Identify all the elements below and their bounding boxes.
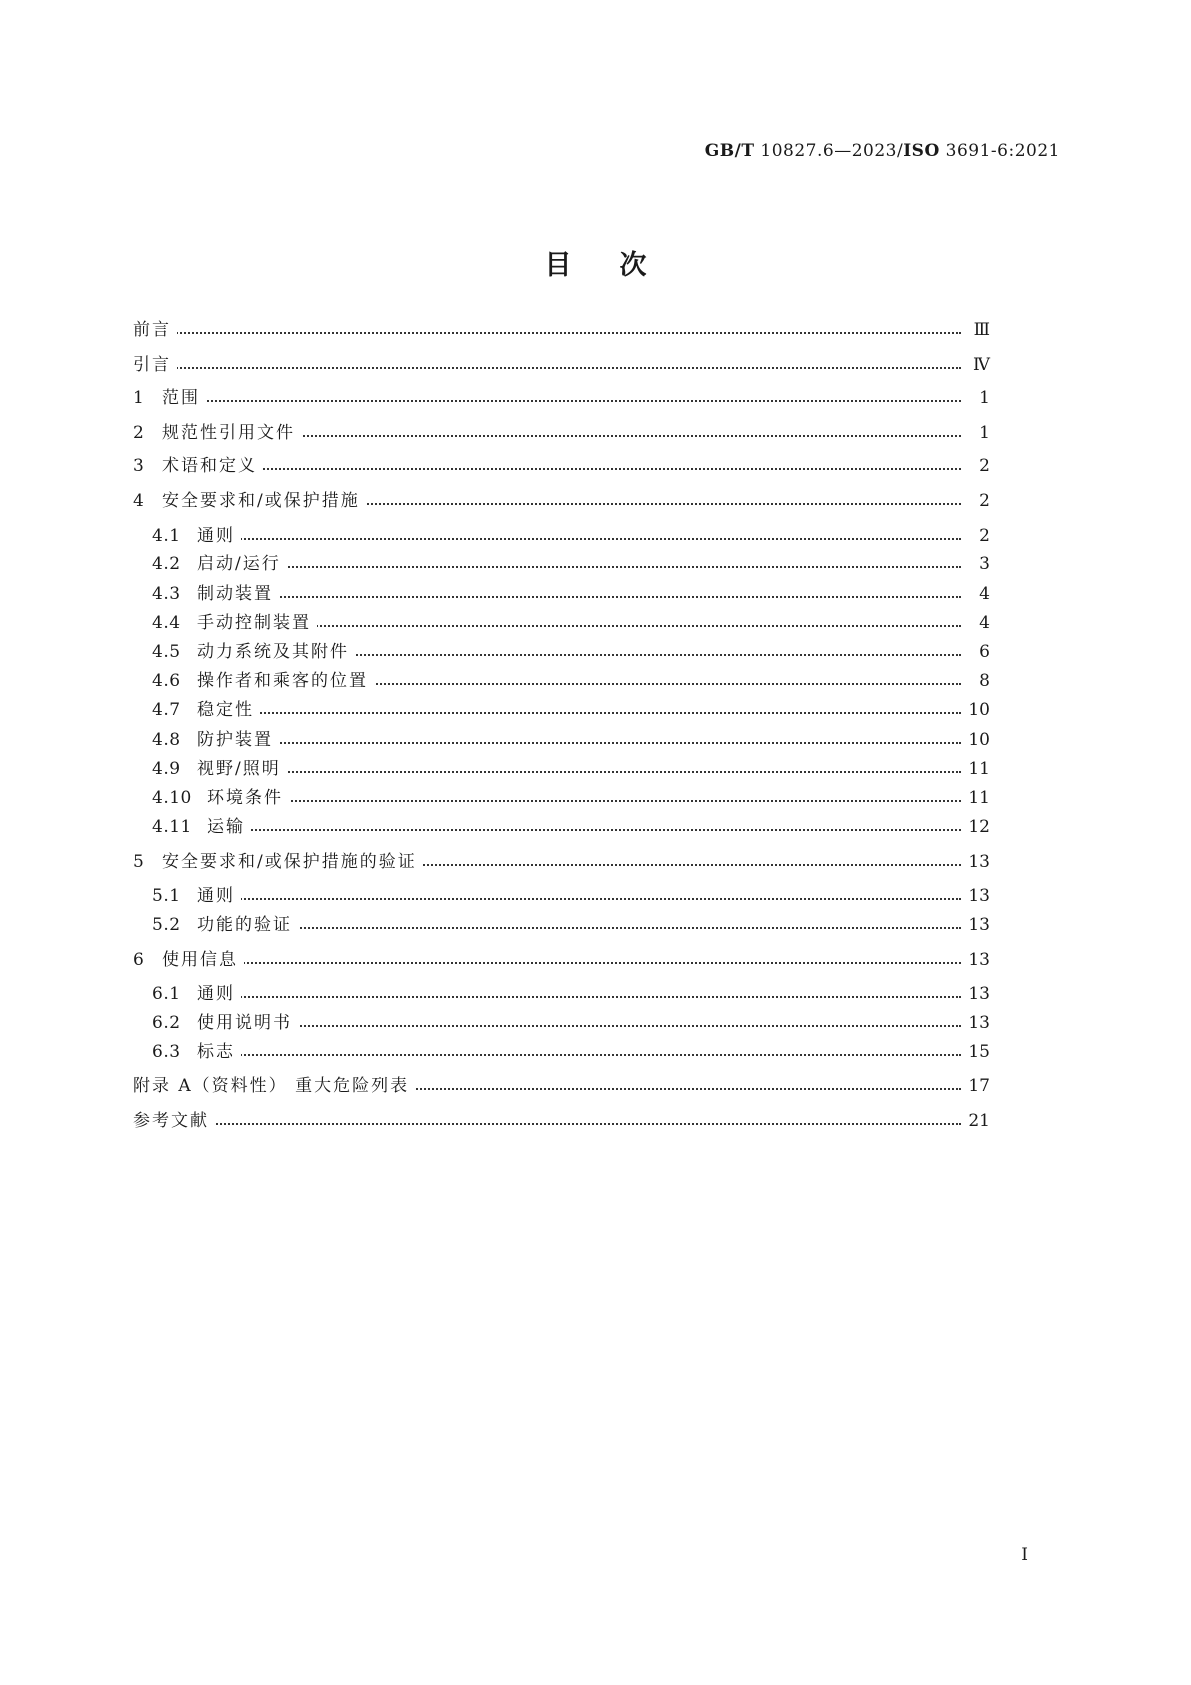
toc-entry[interactable] — [0, 850, 1191, 874]
toc-entry-page: 13 — [962, 913, 990, 937]
toc-entry-page: 11 — [962, 757, 990, 781]
toc-entry[interactable] — [0, 1011, 1191, 1035]
toc-entry-page: 17 — [962, 1074, 990, 1098]
toc-dot-leader — [153, 353, 961, 377]
toc-entry-page: 10 — [962, 698, 990, 722]
toc-dot-leader — [217, 728, 961, 752]
toc-entry[interactable] — [0, 524, 1191, 548]
toc-entry-page: 4 — [973, 611, 990, 635]
toc-entry-page: 8 — [973, 669, 990, 693]
toc-dot-leader — [182, 386, 961, 410]
toc-entry-page: 4 — [973, 582, 990, 606]
toc-entry-number: 4.11 — [152, 817, 192, 837]
toc-entry-number: 6 — [133, 950, 145, 970]
toc-entry-number: 5.1 — [152, 886, 181, 906]
toc-dot-leader — [217, 884, 961, 908]
toc-entry-number: 4.9 — [152, 759, 181, 779]
toc-entry-label: 参考文献 — [133, 1109, 215, 1133]
toc-dot-leader — [182, 948, 961, 972]
toc-entry[interactable] — [0, 1109, 1191, 1133]
toc-entry-number: 4.8 — [152, 730, 181, 750]
page-title: 目次 — [544, 250, 695, 281]
toc-dot-leader — [217, 552, 961, 576]
toc-dot-leader — [217, 611, 961, 635]
toc-entry-number: 4.10 — [152, 788, 192, 808]
toc-entry-label: 通则 — [197, 884, 241, 908]
toc-dot-leader — [217, 1011, 961, 1035]
toc-entry-page: 13 — [962, 1011, 990, 1035]
toc-entry-label: 规范性引用文件 — [162, 421, 301, 445]
toc-entry[interactable] — [0, 728, 1191, 752]
toc-entry-label: 手动控制装置 — [197, 611, 317, 635]
toc-entry-label: 稳定性 — [197, 698, 260, 722]
toc-entry-number: 2 — [133, 423, 145, 443]
toc-entry-number: 5.2 — [152, 915, 181, 935]
toc-entry-label: 启动/运行 — [197, 552, 287, 576]
toc-entry-number: 4.5 — [152, 642, 181, 662]
code-prefix: GB/T — [704, 141, 755, 161]
toc-entry-page: 13 — [962, 850, 990, 874]
toc-entry-number: 5 — [133, 852, 145, 872]
toc-entry[interactable] — [0, 884, 1191, 908]
toc-entry[interactable] — [0, 582, 1191, 606]
toc-entry-page: 13 — [962, 982, 990, 1006]
toc-entry-label: 视野/照明 — [197, 757, 287, 781]
toc-entry-label: 防护装置 — [197, 728, 279, 752]
toc-entry[interactable] — [0, 489, 1191, 513]
toc-entry[interactable] — [0, 757, 1191, 781]
toc-dot-leader — [217, 757, 961, 781]
toc-entry-page: 2 — [973, 524, 990, 548]
toc-entry-page: 1 — [973, 386, 990, 410]
toc-dot-leader — [153, 318, 961, 342]
toc-dot-leader — [217, 982, 961, 1006]
toc-entry[interactable] — [0, 318, 1191, 342]
toc-entry-number: 6.3 — [152, 1042, 181, 1062]
toc-entry[interactable] — [0, 815, 1191, 839]
toc-entry[interactable] — [0, 454, 1191, 478]
toc-entry-label: 安全要求和/或保护措施的验证 — [162, 850, 423, 874]
toc-entry-label: 范围 — [162, 386, 206, 410]
toc-entry-label: 使用说明书 — [197, 1011, 298, 1035]
toc-entry-label: 引言 — [133, 353, 177, 377]
toc-entry-number: 3 — [133, 456, 145, 476]
toc-entry[interactable] — [0, 552, 1191, 576]
toc-entry-label: 通则 — [197, 982, 241, 1006]
toc-entry[interactable] — [0, 913, 1191, 937]
toc-entry-page: 21 — [962, 1109, 990, 1133]
toc-entry-page: 15 — [962, 1040, 990, 1064]
toc-entry-label: 通则 — [197, 524, 241, 548]
toc-entry-label: 标志 — [197, 1040, 241, 1064]
toc-dot-leader — [217, 698, 961, 722]
toc-dot-leader — [217, 524, 961, 548]
toc-entry-number: 4.3 — [152, 584, 181, 604]
toc-entry-number: 4.6 — [152, 671, 181, 691]
toc-entry-label: 制动装置 — [197, 582, 279, 606]
toc-entry-label: 前言 — [133, 318, 177, 342]
toc-dot-leader — [217, 1040, 961, 1064]
toc-entry-label: 安全要求和/或保护措施 — [162, 489, 366, 513]
toc-entry-page: 2 — [973, 454, 990, 478]
page-number: I — [1021, 1545, 1028, 1565]
toc-entry-page: 13 — [962, 948, 990, 972]
toc-entry-page: Ⅲ — [968, 318, 990, 342]
toc-dot-leader — [153, 1109, 961, 1133]
toc-entry[interactable] — [0, 386, 1191, 410]
toc-dot-leader — [217, 913, 961, 937]
toc-entry[interactable] — [0, 353, 1191, 377]
toc-entry[interactable] — [0, 1074, 1191, 1098]
toc-entry-page: 6 — [973, 640, 990, 664]
toc-entry-page: Ⅳ — [967, 353, 990, 377]
toc-entry-page: 12 — [962, 815, 990, 839]
toc-entry-page: 2 — [973, 489, 990, 513]
toc-entry-number: 4 — [133, 491, 145, 511]
toc-entry-label: 附录 A（资料性） 重大危险列表 — [133, 1074, 415, 1098]
toc-entry[interactable] — [0, 1040, 1191, 1064]
toc-entry-number: 6.2 — [152, 1013, 181, 1033]
toc-entry-page: 11 — [962, 786, 990, 810]
toc-dot-leader — [182, 454, 961, 478]
toc-dot-leader — [217, 582, 961, 606]
toc-entry-label: 动力系统及其附件 — [197, 640, 355, 664]
toc-entry[interactable] — [0, 640, 1191, 664]
toc-entry-page: 3 — [973, 552, 990, 576]
toc-dot-leader — [227, 815, 961, 839]
toc-entry[interactable] — [0, 786, 1191, 810]
toc-entry-number: 1 — [133, 388, 145, 408]
code-number: 10827.6—2023/ — [760, 141, 904, 161]
toc-entry[interactable] — [0, 948, 1191, 972]
toc-entry-number: 4.4 — [152, 613, 181, 633]
toc-entry-label: 环境条件 — [207, 786, 289, 810]
toc-entry[interactable] — [0, 611, 1191, 635]
toc-entry-label: 功能的验证 — [197, 913, 298, 937]
toc-entry[interactable] — [0, 982, 1191, 1006]
toc-entry-page: 13 — [962, 884, 990, 908]
toc-entry-page: 10 — [962, 728, 990, 752]
toc-entry-number: 4.7 — [152, 700, 181, 720]
toc-entry-page: 1 — [973, 421, 990, 445]
toc-entry-number: 6.1 — [152, 984, 181, 1004]
toc-entry[interactable] — [0, 669, 1191, 693]
iso-number: 3691-6:2021 — [945, 141, 1060, 161]
toc-dot-leader — [227, 786, 961, 810]
iso-prefix: ISO — [903, 141, 940, 161]
toc-entry-label: 术语和定义 — [162, 454, 263, 478]
toc-entry-label: 操作者和乘客的位置 — [197, 669, 374, 693]
toc-entry[interactable] — [0, 421, 1191, 445]
toc-entry-number: 4.2 — [152, 554, 181, 574]
toc-entry-label: 运输 — [207, 815, 251, 839]
toc-entry-number: 4.1 — [152, 526, 181, 546]
toc-entry[interactable] — [0, 698, 1191, 722]
toc-entry-label: 使用信息 — [162, 948, 244, 972]
